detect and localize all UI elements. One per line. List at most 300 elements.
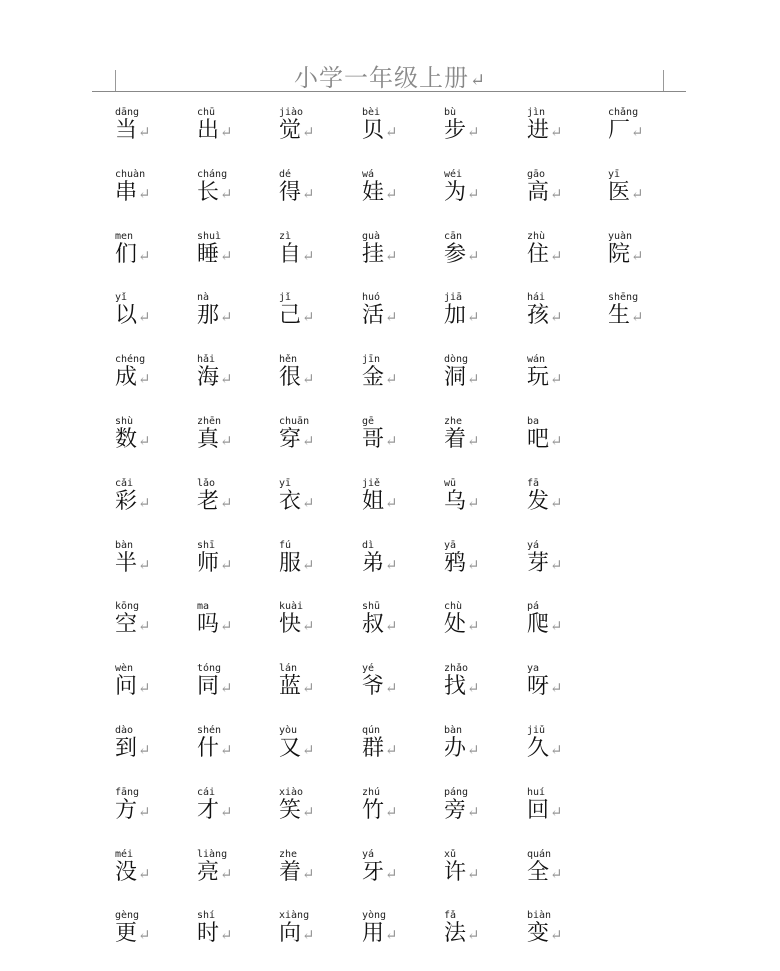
paragraph-mark-icon: ↵ — [385, 926, 398, 945]
hanzi — [279, 551, 315, 578]
hanzi — [115, 860, 151, 887]
character-cell — [279, 293, 359, 353]
pinyin: shén — [197, 725, 222, 736]
pinyin: chù — [444, 601, 463, 613]
pinyin: jiě — [362, 477, 381, 489]
character-cell — [608, 170, 688, 230]
pinyin: yòu — [279, 725, 298, 736]
hanzi-text: 吧 — [527, 427, 550, 452]
hanzi — [279, 612, 315, 639]
paragraph-mark-icon: ↵ — [550, 741, 563, 759]
hanzi-text: 步 — [444, 118, 467, 143]
hanzi — [279, 242, 315, 269]
hanzi — [527, 798, 563, 825]
hanzi — [608, 303, 644, 330]
hanzi-text: 笑 — [279, 797, 302, 823]
hanzi-text: 姐 — [362, 488, 385, 514]
paragraph-mark-icon: ↵ — [138, 802, 151, 821]
character-cell — [115, 602, 195, 662]
hanzi-text: 到 — [115, 736, 138, 761]
paragraph-mark-icon: ↵ — [467, 123, 480, 141]
hanzi-text: 方 — [115, 797, 138, 823]
pinyin: jīn — [362, 354, 381, 366]
character-cell — [444, 232, 524, 292]
paragraph-mark-icon: ↵ — [138, 617, 151, 636]
paragraph-mark-icon: ↵ — [385, 555, 398, 574]
character-cell — [115, 541, 195, 601]
hanzi-text: 弟 — [362, 550, 385, 576]
paragraph-mark-icon: ↵ — [385, 432, 398, 450]
pinyin: jiào — [279, 107, 304, 118]
hanzi — [527, 551, 563, 578]
character-cell — [362, 479, 442, 539]
hanzi-text: 医 — [608, 179, 631, 205]
paragraph-mark-icon: ↵ — [220, 926, 233, 945]
hanzi-text: 处 — [444, 612, 467, 638]
hanzi — [527, 242, 563, 269]
character-cell — [279, 170, 359, 230]
character-cell — [115, 417, 195, 477]
hanzi-text: 加 — [444, 303, 467, 329]
hanzi — [527, 118, 563, 145]
pinyin: jìn — [527, 107, 546, 118]
paragraph-mark-icon: ↵ — [550, 370, 563, 389]
pinyin: fāng — [115, 786, 140, 798]
character-cell — [197, 541, 277, 601]
pinyin: dì — [362, 539, 375, 551]
character-cell — [362, 293, 442, 353]
hanzi — [527, 860, 563, 887]
pinyin: yá — [362, 848, 375, 860]
pinyin: lán — [279, 663, 298, 675]
pinyin: guà — [362, 230, 381, 242]
hanzi — [527, 736, 563, 763]
hanzi-text: 向 — [279, 921, 302, 947]
paragraph-mark-icon: ↵ — [631, 123, 644, 141]
hanzi-text: 彩 — [115, 488, 138, 514]
pinyin: qún — [362, 725, 381, 736]
paragraph-mark-icon: ↵ — [220, 617, 233, 636]
hanzi-text: 时 — [197, 921, 220, 947]
hanzi-text: 金 — [362, 365, 385, 391]
character-cell — [527, 850, 607, 910]
pinyin: lǎo — [197, 477, 216, 489]
hanzi — [527, 180, 563, 207]
hanzi-text: 活 — [362, 303, 385, 329]
character-cell — [527, 664, 607, 724]
pinyin: hǎi — [197, 354, 216, 366]
character-cell — [115, 108, 195, 168]
pinyin: chéng — [115, 354, 146, 366]
pinyin: nà — [197, 292, 210, 304]
character-cell — [279, 108, 359, 168]
paragraph-mark-icon: ↵ — [220, 679, 233, 698]
hanzi-text: 生 — [608, 303, 631, 329]
paragraph-mark-icon: ↵ — [302, 555, 315, 574]
character-cell — [362, 726, 442, 786]
pinyin: jiā — [444, 292, 463, 304]
paragraph-mark-icon: ↵ — [550, 246, 563, 265]
character-cell — [197, 108, 277, 168]
hanzi — [115, 612, 151, 639]
character-cell — [115, 232, 195, 292]
hanzi — [527, 489, 563, 516]
hanzi-text: 串 — [115, 179, 138, 205]
pinyin: yī — [608, 168, 621, 180]
hanzi — [527, 674, 563, 701]
paragraph-mark-icon: ↵ — [220, 246, 233, 265]
pinyin: gāo — [527, 168, 546, 180]
paragraph-mark-icon: ↵ — [385, 184, 398, 203]
pinyin: wèn — [115, 663, 134, 675]
paragraph-mark-icon: ↵ — [220, 432, 233, 450]
paragraph-mark-icon: ↵ — [302, 679, 315, 698]
hanzi-text: 那 — [197, 303, 220, 329]
pinyin: tóng — [197, 663, 222, 675]
pinyin: chǎng — [608, 107, 639, 118]
pinyin: zhú — [362, 786, 381, 798]
hanzi — [362, 365, 398, 392]
paragraph-mark-icon: ↵ — [385, 308, 398, 327]
pinyin: men — [115, 230, 134, 242]
hanzi — [279, 427, 315, 454]
hanzi-text: 竹 — [362, 797, 385, 823]
character-cell — [279, 602, 359, 662]
character-cell — [279, 726, 359, 786]
paragraph-mark-icon: ↵ — [302, 246, 315, 265]
character-cell — [115, 355, 195, 415]
pinyin: quán — [527, 848, 552, 860]
hanzi-text: 哥 — [362, 427, 385, 452]
pinyin: wū — [444, 477, 457, 489]
character-cell — [362, 850, 442, 910]
hanzi — [115, 303, 151, 330]
character-cell — [444, 170, 524, 230]
paragraph-mark-icon: ↵ — [302, 802, 315, 821]
character-cell — [527, 479, 607, 539]
hanzi — [197, 612, 233, 639]
hanzi-text: 为 — [444, 179, 467, 205]
hanzi-text: 师 — [197, 550, 220, 576]
hanzi-text: 睡 — [197, 241, 220, 267]
pinyin: ya — [527, 663, 540, 675]
paragraph-mark-icon: ↵ — [467, 741, 480, 759]
pinyin: zhù — [527, 230, 546, 242]
hanzi-text: 蓝 — [279, 674, 302, 700]
hanzi-text: 数 — [115, 427, 138, 452]
pinyin: xǔ — [444, 848, 457, 860]
character-cell — [362, 788, 442, 848]
paragraph-mark-icon: ↵ — [385, 741, 398, 759]
character-cell — [362, 232, 442, 292]
hanzi-text: 法 — [444, 921, 467, 947]
character-cell — [362, 417, 442, 477]
character-cell — [362, 170, 442, 230]
character-cell — [197, 788, 277, 848]
hanzi-text: 空 — [115, 612, 138, 638]
pinyin: huí — [527, 786, 546, 798]
pinyin: bù — [444, 107, 457, 118]
paragraph-mark-icon: ↵ — [550, 926, 563, 945]
character-cell — [444, 293, 524, 353]
paragraph-mark-icon: ↵ — [220, 370, 233, 389]
hanzi-text: 自 — [279, 241, 302, 267]
hanzi-text: 厂 — [608, 118, 631, 143]
hanzi-text: 变 — [527, 921, 550, 947]
character-cell — [362, 664, 442, 724]
pinyin: zhe — [279, 848, 298, 860]
paragraph-mark-icon: ↵ — [220, 184, 233, 203]
hanzi — [115, 489, 151, 516]
hanzi — [362, 242, 398, 269]
hanzi — [444, 242, 480, 269]
hanzi — [444, 798, 480, 825]
character-cell — [115, 911, 195, 971]
character-cell — [527, 911, 607, 971]
pinyin: liàng — [197, 848, 228, 860]
hanzi — [362, 180, 398, 207]
page-title — [0, 58, 780, 93]
hanzi-text: 玩 — [527, 365, 550, 391]
hanzi — [444, 303, 480, 330]
hanzi-text: 挂 — [362, 241, 385, 267]
paragraph-mark-icon: ↵ — [138, 864, 151, 883]
pinyin: kōng — [115, 601, 140, 613]
pinyin: bàn — [444, 725, 463, 736]
hanzi — [362, 427, 398, 454]
paragraph-mark-icon: ↵ — [220, 308, 233, 327]
hanzi-text: 长 — [197, 179, 220, 205]
hanzi — [197, 365, 233, 392]
hanzi — [444, 860, 480, 887]
hanzi-text: 问 — [115, 674, 138, 700]
character-cell — [608, 232, 688, 292]
character-cell — [197, 602, 277, 662]
paragraph-mark-icon: ↵ — [220, 802, 233, 821]
pinyin: wán — [527, 354, 546, 366]
hanzi — [444, 180, 480, 207]
pinyin: yòng — [362, 910, 387, 922]
character-cell — [527, 602, 607, 662]
character-cell — [527, 232, 607, 292]
hanzi — [444, 736, 480, 763]
hanzi-text: 参 — [444, 241, 467, 267]
pinyin: fú — [279, 539, 292, 551]
paragraph-mark-icon: ↵ — [220, 123, 233, 141]
character-cell — [115, 170, 195, 230]
paragraph-mark-icon: ↵ — [220, 864, 233, 883]
pinyin: huó — [362, 292, 381, 304]
paragraph-mark-icon: ↵ — [467, 926, 480, 945]
pinyin: yá — [527, 539, 540, 551]
character-cell — [279, 541, 359, 601]
pinyin: hěn — [279, 354, 298, 366]
paragraph-mark-icon: ↵ — [467, 555, 480, 574]
paragraph-mark-icon: ↵ — [302, 926, 315, 945]
hanzi-text: 牙 — [362, 859, 385, 885]
character-cell — [197, 850, 277, 910]
paragraph-mark-icon: ↵ — [138, 555, 151, 574]
paragraph-mark-icon: ↵ — [138, 679, 151, 698]
pinyin: páng — [444, 786, 469, 798]
hanzi — [279, 860, 315, 887]
hanzi — [197, 180, 233, 207]
hanzi-text: 孩 — [527, 303, 550, 329]
pinyin: zhǎo — [444, 663, 469, 675]
pinyin: zì — [279, 230, 292, 242]
paragraph-mark-icon: ↵ — [467, 370, 480, 389]
hanzi — [115, 736, 151, 763]
character-cell — [279, 788, 359, 848]
hanzi — [444, 427, 480, 454]
pinyin: dé — [279, 168, 292, 180]
character-cell — [444, 726, 524, 786]
hanzi-text: 娃 — [362, 179, 385, 205]
character-cell — [197, 293, 277, 353]
hanzi — [197, 798, 233, 825]
pinyin: chū — [197, 107, 216, 118]
hanzi-text: 又 — [279, 736, 302, 761]
hanzi — [197, 118, 233, 145]
paragraph-mark-icon: ↵ — [550, 555, 563, 574]
paragraph-mark-icon: ↵ — [467, 864, 480, 883]
pinyin: shī — [197, 539, 216, 551]
pinyin: wéi — [444, 168, 463, 180]
hanzi-text: 呀 — [527, 674, 550, 700]
character-cell — [197, 479, 277, 539]
hanzi-text: 办 — [444, 736, 467, 761]
paragraph-mark-icon: ↵ — [550, 123, 563, 141]
pinyin: ma — [197, 601, 210, 613]
paragraph-mark-icon: ↵ — [138, 432, 151, 450]
hanzi — [444, 674, 480, 701]
paragraph-mark-icon: ↵ — [138, 741, 151, 759]
paragraph-mark-icon: ↵ — [302, 864, 315, 883]
character-cell — [197, 911, 277, 971]
character-cell — [608, 108, 688, 168]
character-cell — [444, 417, 524, 477]
paragraph-mark-icon: ↵ — [550, 184, 563, 203]
hanzi-text: 高 — [527, 179, 550, 205]
hanzi-text: 服 — [279, 550, 302, 576]
pinyin: bàn — [115, 539, 134, 551]
hanzi-text: 真 — [197, 427, 220, 452]
paragraph-mark-icon: ↵ — [467, 679, 480, 698]
character-cell — [115, 293, 195, 353]
paragraph-mark-icon: ↵ — [631, 184, 644, 203]
pinyin: xiào — [279, 786, 304, 798]
hanzi — [362, 798, 398, 825]
hanzi — [362, 736, 398, 763]
hanzi — [362, 489, 398, 516]
hanzi-text: 进 — [527, 118, 550, 143]
pinyin: cái — [197, 786, 216, 798]
hanzi — [279, 674, 315, 701]
hanzi — [362, 860, 398, 887]
paragraph-mark-icon: ↵ — [385, 246, 398, 265]
paragraph-mark-icon: ↵ — [550, 308, 563, 327]
hanzi-text: 爬 — [527, 612, 550, 638]
paragraph-mark-icon: ↵ — [138, 926, 151, 945]
paragraph-mark-icon: ↵ — [385, 123, 398, 141]
hanzi — [279, 489, 315, 516]
paragraph-mark-icon: ↵ — [302, 308, 315, 327]
character-cell — [115, 726, 195, 786]
pinyin: shí — [197, 910, 216, 922]
hanzi-text: 旁 — [444, 797, 467, 823]
hanzi — [444, 365, 480, 392]
hanzi-text: 亮 — [197, 859, 220, 885]
hanzi — [197, 860, 233, 887]
pinyin: gē — [362, 416, 375, 427]
hanzi — [362, 551, 398, 578]
pinyin: pá — [527, 601, 540, 613]
pinyin: shù — [115, 416, 134, 427]
hanzi-text: 用 — [362, 921, 385, 947]
hanzi — [197, 303, 233, 330]
hanzi-text: 出 — [197, 118, 220, 143]
paragraph-mark-icon: ↵ — [550, 679, 563, 698]
character-cell — [527, 726, 607, 786]
character-cell — [444, 602, 524, 662]
hanzi-text: 衣 — [279, 488, 302, 514]
hanzi — [115, 365, 151, 392]
pinyin: shēng — [608, 292, 639, 304]
pinyin: kuài — [279, 601, 304, 613]
hanzi — [362, 674, 398, 701]
character-cell — [608, 293, 688, 353]
character-cell — [444, 664, 524, 724]
paragraph-mark-icon: ↵ — [385, 864, 398, 883]
pinyin: biàn — [527, 910, 552, 922]
paragraph-mark-icon: ↵ — [138, 123, 151, 141]
character-cell — [279, 850, 359, 910]
character-cell — [527, 108, 607, 168]
hanzi-text: 海 — [197, 365, 220, 391]
pinyin: cān — [444, 230, 463, 242]
character-cell — [362, 108, 442, 168]
paragraph-mark-icon: ↵ — [467, 246, 480, 265]
hanzi — [527, 365, 563, 392]
pinyin: fǎ — [444, 910, 457, 922]
hanzi-text: 老 — [197, 488, 220, 514]
hanzi-text: 找 — [444, 674, 467, 700]
paragraph-mark-icon: ↵ — [138, 246, 151, 265]
hanzi-text: 群 — [362, 736, 385, 761]
character-cell — [444, 850, 524, 910]
paragraph-mark-icon: ↵ — [138, 184, 151, 203]
hanzi-text: 很 — [279, 365, 302, 391]
character-cell — [279, 355, 359, 415]
character-cell — [527, 788, 607, 848]
hanzi-text: 吗 — [197, 612, 220, 638]
paragraph-mark-icon: ↵ — [550, 493, 563, 512]
character-cell — [444, 479, 524, 539]
hanzi-text: 发 — [527, 488, 550, 514]
hanzi-text: 才 — [197, 797, 220, 823]
pinyin: jiǔ — [527, 725, 546, 736]
hanzi-text: 同 — [197, 674, 220, 700]
character-cell — [279, 911, 359, 971]
paragraph-mark-icon: ↵ — [467, 493, 480, 512]
pinyin: jǐ — [279, 292, 292, 304]
hanzi — [444, 612, 480, 639]
paragraph-mark-icon: ↵ — [631, 308, 644, 327]
character-cell — [279, 664, 359, 724]
hanzi-text: 穿 — [279, 427, 302, 452]
paragraph-mark-icon: ↵ — [550, 617, 563, 636]
hanzi — [197, 427, 233, 454]
